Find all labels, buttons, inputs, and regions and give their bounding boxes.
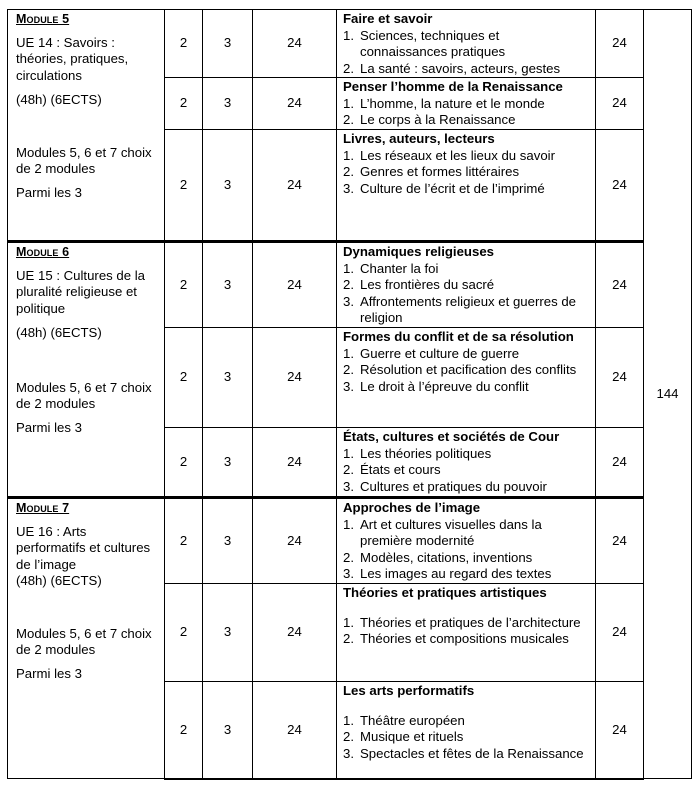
course-item xyxy=(343,28,589,61)
course-item xyxy=(343,746,589,763)
value-cell: 2 xyxy=(165,682,203,779)
course-hours: 24 xyxy=(596,328,644,428)
value-cell: 2 xyxy=(165,242,203,328)
course-cell xyxy=(337,10,596,78)
value-cell: 24 xyxy=(253,78,337,130)
course-item xyxy=(343,181,589,198)
value-cell: 3 xyxy=(203,498,253,584)
item-text: Sciences, techniques et connaissances pratiques xyxy=(360,27,506,59)
value-cell: 24 xyxy=(253,584,337,682)
course-cell xyxy=(337,428,596,498)
item-number: 1. xyxy=(343,260,354,276)
item-number: 3. xyxy=(343,566,354,581)
course-hours: 24 xyxy=(596,682,644,779)
value-cell: 24 xyxy=(253,498,337,584)
item-text: Résolution et pacification des conflits xyxy=(360,362,577,377)
ue-title: UE 14 : Savoirs : théories, pratiques, circulations xyxy=(16,34,129,83)
course-title: Dynamiques religieuses xyxy=(343,244,494,259)
item-text: Cultures et pratiques du pouvoir xyxy=(360,478,547,494)
item-number: 1. xyxy=(343,712,354,728)
item-text: Théories et pratiques de l’architecture xyxy=(360,614,581,630)
course-items xyxy=(343,346,589,396)
module-cell xyxy=(8,10,165,242)
value-cell: 24 xyxy=(253,682,337,779)
value-cell: 3 xyxy=(203,584,253,682)
course-item xyxy=(343,61,589,78)
course-item xyxy=(343,566,589,583)
value-cell: 24 xyxy=(253,130,337,242)
module-title: Module 7 xyxy=(16,501,70,515)
value-cell: 3 xyxy=(203,328,253,428)
item-number: 3. xyxy=(343,180,354,196)
value-cell: 24 xyxy=(253,10,337,78)
item-text: L’homme, la nature et le monde xyxy=(360,95,545,111)
value-cell: 3 xyxy=(203,428,253,498)
course-row xyxy=(8,242,692,328)
value-cell: 2 xyxy=(165,498,203,584)
module-choice: Modules 5, 6 et 7 choix de 2 modules xyxy=(16,144,152,176)
course-hours: 24 xyxy=(596,242,644,328)
course-title: Livres, auteurs, lecteurs xyxy=(343,131,495,146)
course-cell xyxy=(337,584,596,682)
item-number: 2. xyxy=(343,60,354,76)
course-title: Théories et pratiques artistiques xyxy=(343,585,547,600)
course-items xyxy=(343,713,589,763)
course-item xyxy=(343,462,589,479)
course-title: Les arts performatifs xyxy=(343,683,475,698)
item-number: 2. xyxy=(343,112,354,127)
course-item xyxy=(343,96,589,113)
value-cell: 3 xyxy=(203,130,253,242)
course-title: Penser l’homme de la Renaissance xyxy=(343,79,563,94)
item-number: 1. xyxy=(343,445,354,461)
course-cell xyxy=(337,682,596,779)
item-number: 2. xyxy=(343,549,354,565)
value-cell: 2 xyxy=(165,328,203,428)
module-parmi: Parmi les 3 xyxy=(16,419,82,435)
course-item xyxy=(343,713,589,730)
item-text: Théâtre européen xyxy=(360,712,465,728)
module-hours: (48h) (6ECTS) xyxy=(16,325,102,340)
item-number: 1. xyxy=(343,614,354,630)
course-title: États, cultures et sociétés de Cour xyxy=(343,429,560,444)
item-text: Spectacles et fêtes de la Renaissance xyxy=(360,745,584,761)
course-items xyxy=(343,28,589,78)
item-number: 3. xyxy=(343,478,354,494)
item-number: 3. xyxy=(343,745,354,761)
course-hours: 24 xyxy=(596,78,644,130)
value-cell: 2 xyxy=(165,428,203,498)
course-item xyxy=(343,517,589,550)
curriculum-table xyxy=(7,9,692,780)
course-item xyxy=(343,148,589,165)
module-choice: Modules 5, 6 et 7 choix de 2 modules xyxy=(16,379,152,411)
course-items xyxy=(343,446,589,496)
value-cell: 3 xyxy=(203,10,253,78)
value-cell: 3 xyxy=(203,78,253,130)
course-hours: 24 xyxy=(596,10,644,78)
course-items xyxy=(343,517,589,583)
course-hours: 24 xyxy=(596,584,644,682)
course-item xyxy=(343,294,589,327)
module-cell xyxy=(8,498,165,779)
course-item xyxy=(343,631,589,648)
item-number: 2. xyxy=(343,631,354,646)
course-item xyxy=(343,362,589,379)
course-item xyxy=(343,112,589,129)
course-items xyxy=(343,615,589,648)
course-cell xyxy=(337,78,596,130)
course-hours: 24 xyxy=(596,428,644,498)
course-item xyxy=(343,550,589,567)
course-hours: 24 xyxy=(596,498,644,584)
course-row xyxy=(8,10,692,78)
course-items xyxy=(343,96,589,129)
item-text: Les théories politiques xyxy=(360,445,492,461)
value-cell: 24 xyxy=(253,428,337,498)
module-parmi: Parmi les 3 xyxy=(16,665,82,681)
item-text: La santé : savoirs, acteurs, gestes xyxy=(360,60,561,76)
course-cell xyxy=(337,498,596,584)
item-text: Affrontements religieux et guerres de religion xyxy=(360,293,577,325)
item-number: 2. xyxy=(343,729,354,744)
value-cell: 3 xyxy=(203,242,253,328)
module-parmi: Parmi les 3 xyxy=(16,184,82,200)
item-number: 1. xyxy=(343,147,354,163)
item-text: Les frontières du sacré xyxy=(360,277,495,292)
course-item xyxy=(343,277,589,294)
value-cell: 3 xyxy=(203,682,253,779)
course-cell xyxy=(337,328,596,428)
module-title: Module 6 xyxy=(16,245,70,259)
item-text: Le corps à la Renaissance xyxy=(360,112,516,127)
course-row xyxy=(8,498,692,584)
item-text: Musique et rituels xyxy=(360,729,464,744)
item-text: Genres et formes littéraires xyxy=(360,164,520,179)
item-text: Culture de l’écrit et de l’imprimé xyxy=(360,180,545,196)
item-number: 2. xyxy=(343,164,354,179)
item-text: Chanter la foi xyxy=(360,260,439,276)
item-number: 1. xyxy=(343,95,354,111)
course-hours: 24 xyxy=(596,130,644,242)
value-cell: 2 xyxy=(165,78,203,130)
item-text: Les images au regard des textes xyxy=(360,566,552,581)
item-number: 1. xyxy=(343,27,354,43)
value-cell: 2 xyxy=(165,10,203,78)
course-item xyxy=(343,261,589,278)
course-title: Formes du conflit et de sa résolution xyxy=(343,329,574,344)
value-cell: 2 xyxy=(165,130,203,242)
ue-title: UE 15 : Cultures de la pluralité religieuse et politique xyxy=(16,267,146,316)
course-item xyxy=(343,615,589,632)
module-choice: Modules 5, 6 et 7 choix de 2 modules xyxy=(16,625,152,657)
item-number: 2. xyxy=(343,462,354,477)
total-hours: 144 xyxy=(644,10,692,779)
course-item xyxy=(343,164,589,181)
item-text: Modèles, citations, inventions xyxy=(360,549,533,565)
item-number: 3. xyxy=(343,293,354,309)
course-item xyxy=(343,479,589,496)
ue-title: UE 16 : Arts performatifs et cultures de l’image xyxy=(16,523,151,572)
value-cell: 24 xyxy=(253,328,337,428)
course-item xyxy=(343,729,589,746)
module-hours: (48h) (6ECTS) xyxy=(16,92,102,107)
course-cell xyxy=(337,130,596,242)
course-title: Approches de l’image xyxy=(343,500,481,515)
item-number: 2. xyxy=(343,277,354,292)
item-number: 1. xyxy=(343,516,354,532)
module-hours: (48h) (6ECTS) xyxy=(16,573,102,588)
course-item xyxy=(343,346,589,363)
item-text: États et cours xyxy=(360,462,441,477)
course-item xyxy=(343,379,589,396)
course-title: Faire et savoir xyxy=(343,11,433,26)
course-items xyxy=(343,261,589,327)
course-items xyxy=(343,148,589,198)
item-number: 1. xyxy=(343,345,354,361)
item-text: Le droit à l’épreuve du conflit xyxy=(360,378,529,394)
course-cell xyxy=(337,242,596,328)
module-cell xyxy=(8,242,165,498)
value-cell: 2 xyxy=(165,584,203,682)
item-text: Guerre et culture de guerre xyxy=(360,345,520,361)
value-cell: 24 xyxy=(253,242,337,328)
item-number: 3. xyxy=(343,378,354,394)
item-text: Théories et compositions musicales xyxy=(360,631,569,646)
module-title: Module 5 xyxy=(16,12,70,26)
course-item xyxy=(343,446,589,463)
item-text: Art et cultures visuelles dans la première modernité xyxy=(360,516,542,548)
item-text: Les réseaux et les lieux du savoir xyxy=(360,147,555,163)
item-number: 2. xyxy=(343,362,354,377)
